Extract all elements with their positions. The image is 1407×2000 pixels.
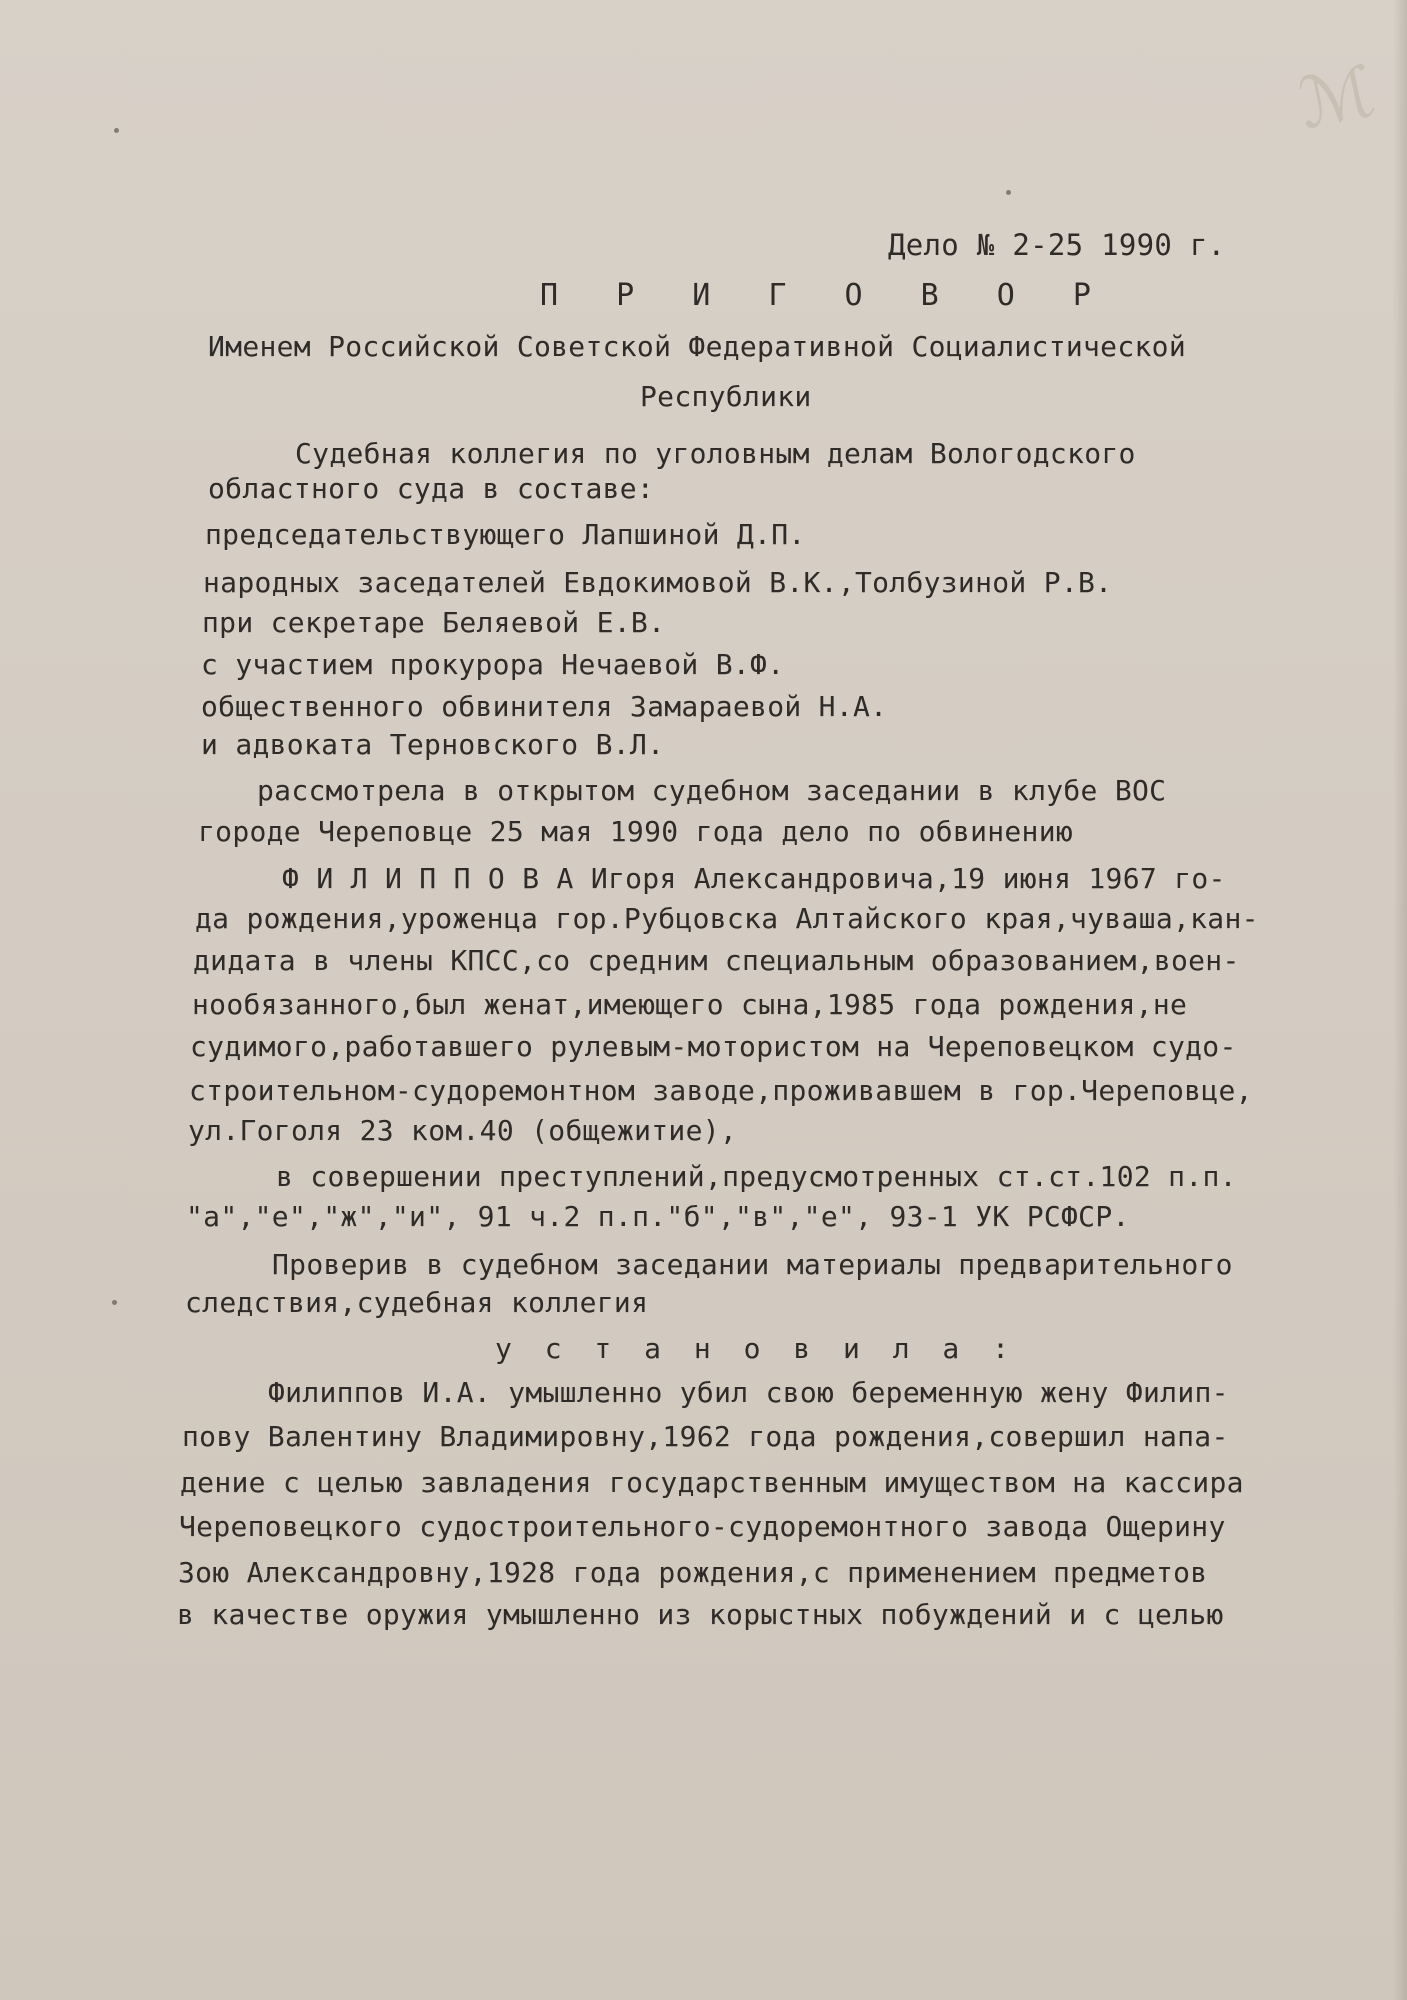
body-line: дидата в члены КПСС,со средним специальным образованием,воен- bbox=[193, 944, 1240, 977]
body-line: ул.Гоголя 23 ком.40 (общежитие), bbox=[188, 1114, 738, 1147]
paper-speck bbox=[112, 1300, 117, 1305]
body-line: рассмотрела в открытом судебном заседании в клубе ВОС bbox=[257, 774, 1167, 807]
findings-line: Филиппов И.А. умышленно убил свою беременную жену Филип- bbox=[268, 1376, 1229, 1409]
body-line: Проверив в судебном заседании материалы предварительного bbox=[272, 1248, 1233, 1281]
body-line: председательствующего Лапшиной Д.П. bbox=[205, 518, 806, 551]
body-line: "а","е","ж","и", 91 ч.2 п.п."б","в","е", 93-1 УК РСФСР. bbox=[186, 1200, 1130, 1233]
findings-line: Зою Александровну,1928 года рождения,с применением предметов bbox=[178, 1556, 1208, 1589]
body-line: при секретаре Беляевой Е.В. bbox=[202, 606, 666, 639]
name-of-line-1: Именем Российской Советской Федеративной Социалистической bbox=[208, 330, 1186, 363]
findings-line: в качестве оружия умышленно из корыстных побуждений и с целью bbox=[177, 1598, 1224, 1631]
body-line: Судебная коллегия по уголовным делам Вологодского bbox=[295, 437, 1136, 470]
findings-line: Череповецкого судостроительного-судоремонтного завода Ощерину bbox=[179, 1510, 1226, 1543]
body-line: нообязанного,был женат,имеющего сына,1985 года рождения,не bbox=[192, 988, 1188, 1021]
body-line: в совершении преступлений,предусмотренных ст.ст.102 п.п. bbox=[276, 1160, 1237, 1193]
paper-speck bbox=[114, 128, 119, 133]
body-line: да рождения,уроженца гор.Рубцовска Алтайского края,чуваша,кан- bbox=[195, 902, 1259, 935]
document-title: П Р И Г О В О Р bbox=[540, 278, 1111, 313]
body-line: следствия,судебная коллегия bbox=[185, 1286, 649, 1319]
name-of-line-2: Республики bbox=[640, 380, 812, 413]
body-line: и адвоката Терновского В.Л. bbox=[201, 728, 665, 761]
findings-line: пову Валентину Владимировну,1962 года рождения,совершил напа- bbox=[182, 1420, 1229, 1453]
section-heading: у с т а н о в и л а : bbox=[495, 1332, 1018, 1365]
body-line: строительном-судоремонтном заводе,проживавшем в гор.Череповце, bbox=[189, 1074, 1253, 1107]
case-number: Дело № 2-25 1990 г. bbox=[888, 228, 1226, 262]
body-line: областного суда в составе: bbox=[208, 472, 655, 505]
findings-line: дение с целью завладения государственным имуществом на кассира bbox=[180, 1466, 1244, 1499]
body-line: городе Череповце 25 мая 1990 года дело по обвинению bbox=[198, 815, 1074, 848]
body-line: Ф И Л И П П О В А Игоря Александровича,19 июня 1967 го- bbox=[282, 862, 1226, 895]
paper-speck bbox=[1006, 190, 1011, 195]
body-line: народных заседателей Евдокимовой В.К.,Толбузиной Р.В. bbox=[203, 566, 1113, 599]
body-line: судимого,работавшего рулевым-мотористом на Череповецком судо- bbox=[190, 1030, 1237, 1063]
body-line: общественного обвинителя Замараевой Н.А. bbox=[201, 690, 888, 723]
pencil-mark-icon: ℳ bbox=[1291, 49, 1382, 146]
body-line: с участием прокурора Нечаевой В.Ф. bbox=[201, 648, 785, 681]
